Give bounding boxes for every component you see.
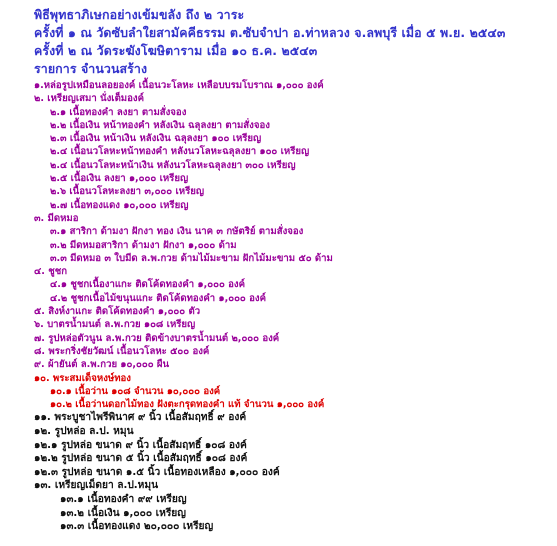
list-item: ๒. เหรียญเสมา นั่งเต็มองค์ bbox=[34, 93, 144, 105]
list-item: ๑๓.๒ เนื้อเงิน ๑,๐๐๐ เหรียญ bbox=[60, 507, 186, 519]
list-item: ๑๒.๓ รูปหล่อ ขนาด ๑.๕ นิ้ว เนื้อทองเหลือง ๑,๐๐๐ องค์ bbox=[34, 466, 280, 478]
list-item: ๔. ชูชก bbox=[34, 266, 68, 278]
list-item: ๒.๓ เนื้อเงิน หน้าเงิน หลังเงิน ฉลุลงยา ๑๐๐ เหรียญ bbox=[50, 133, 262, 145]
list-item: ๓.๓ มีดหมอ ๓ ใบมีด ล.พ.กวย ด้ามไม้มะขาม ฝักไม้มะขาม ๕๐ ด้าม bbox=[50, 252, 333, 264]
list-item: ๔.๑ ชูชกเนื้องาแกะ ติดโค้ดทองคำ ๑,๐๐๐ องค์ bbox=[50, 279, 246, 291]
list-item: ๑๒.๑ รูปหล่อ ขนาด ๙ นิ้ว เนื้อสัมฤทธิ์ ๑๐๘ องค์ bbox=[34, 439, 247, 451]
list-item: ๑๐.๑ เนื้อว่าน ๑๐๘ จำนวน ๑๐,๐๐๐ องค์ bbox=[50, 385, 221, 397]
list-item: ๒.๔ เนื้อนวโลหะหน้าทองคำ หลังนวโลหะฉลุลงยา ๑๐๐ เหรียญ bbox=[50, 146, 310, 158]
list-item: ๓.๑ สาริกา ด้ามงา ฝักงา ทอง เงิน นาค ๓ กษัตริย์ ตามสั่งจอง bbox=[50, 226, 304, 238]
list-item: ๕. สิงห์งาแกะ ติดโค้ดทองคำ ๑,๐๐๐ ตัว bbox=[34, 306, 201, 318]
list-item: ๓. มีดหมอ bbox=[34, 212, 79, 224]
list-item: ๗. รูปหล่อตัวนูน ล.พ.กวย ติดข้างบาตรน้ำมนต์ ๒,๐๐๐ องค์ bbox=[34, 332, 280, 344]
list-item: ๘. พระกริ่งชัยวัฒน์ เนื้อนวโลหะ ๕๐๐ องค์ bbox=[34, 345, 210, 357]
list-item: ๓.๒ มีดหมอสาริกา ด้ามงา ฝักงา ๑,๐๐๐ ด้าม bbox=[50, 239, 237, 251]
header-ceremony-1: ครั้งที่ ๑ ณ วัดซับลำใยสามัคคีธรรม ต.ซับจำปา อ.ท่าหลวง จ.ลพบุรี เมื่อ ๕ พ.ย. ๒๕๔๓ bbox=[34, 25, 506, 40]
list-item: ๑.หล่อรูปเหมือนลอยองค์ เนื้อนวะโลหะ เหลือบบรมโบราณ ๑,๐๐๐ องค์ bbox=[34, 80, 324, 91]
header-ceremony-2: ครั้งที่ ๒ ณ วัดระฆังโฆษิตาราม เมื่อ ๑๐ ธ.ค. ๒๕๔๓ bbox=[34, 43, 318, 58]
list-item: ๑๑. พระบูชาไพรีพินาศ ๙ นิ้ว เนื้อสัมฤทธิ์ ๙ องค์ bbox=[34, 412, 247, 424]
list-item: ๑๓.๓ เนื้อทองแดง ๒๐,๐๐๐ เหรียญ bbox=[60, 521, 214, 533]
header-list-caption: รายการ จำนวนสร้าง bbox=[34, 61, 148, 76]
list-item: ๖. บาตรน้ำมนต์ ล.พ.กวย ๑๐๘ เหรียญ bbox=[34, 319, 196, 331]
list-item: ๑๐.๒ เนื้อว่านดอกไม้ทอง ฝังตะกรุดทองคำ แท้ จำนวน ๑,๐๐๐ องค์ bbox=[50, 399, 325, 411]
list-item: ๒.๗ เนื้อทองแดง ๑๐,๐๐๐ เหรียญ bbox=[50, 199, 189, 211]
list-item: ๑๓. เหรียญเม็ดยา ล.ป.หมุน bbox=[34, 480, 159, 492]
item-list bbox=[34, 79, 557, 534]
list-item: ๒.๔ เนื้อนวโลหะหน้าเงิน หลังนวโลหะฉลุลงยา ๓๐๐ เหรียญ bbox=[50, 159, 296, 171]
list-item: ๒.๑ เนื้อทองคำ ลงยา ตามสั่งจอง bbox=[50, 106, 187, 118]
document-header bbox=[34, 6, 557, 78]
header-title: พิธีพุทธาภิเษกอย่างเข้มขลัง ถึง ๒ วาระ bbox=[34, 7, 245, 22]
list-item: ๒.๖ เนื้อนวโลหะลงยา ๓,๐๐๐ เหรียญ bbox=[50, 186, 205, 198]
list-item: ๒.๕ เนื้อเงิน ลงยา ๑,๐๐๐ เหรียญ bbox=[50, 173, 189, 185]
list-item: ๑๐. พระสมเด็จหงษ์ทอง bbox=[34, 372, 131, 384]
list-item: ๑๒. รูปหล่อ ล.ป. หมุน bbox=[34, 426, 134, 438]
list-item: ๒.๒ เนื้อเงิน หน้าทองคำ หลังเงิน ฉลุลงยา ตามสั่งจอง bbox=[50, 119, 270, 131]
list-item: ๑๓.๑ เนื้อทองคำ ๙๙ เหรียญ bbox=[60, 493, 187, 505]
list-item: ๔.๒ ชูชกเนื้อไม้ขนุนแกะ ติดโค้ดทองคำ ๑,๐๐๐ องค์ bbox=[50, 292, 266, 304]
list-item: ๑๒.๒ รูปหล่อ ขนาด ๕ นิ้ว เนื้อสัมฤทธิ์ ๑๐๘ องค์ bbox=[34, 453, 248, 465]
list-item: ๙. ผ้ายันต์ ล.พ.กวย ๑๐,๐๐๐ ผืน bbox=[34, 359, 170, 371]
